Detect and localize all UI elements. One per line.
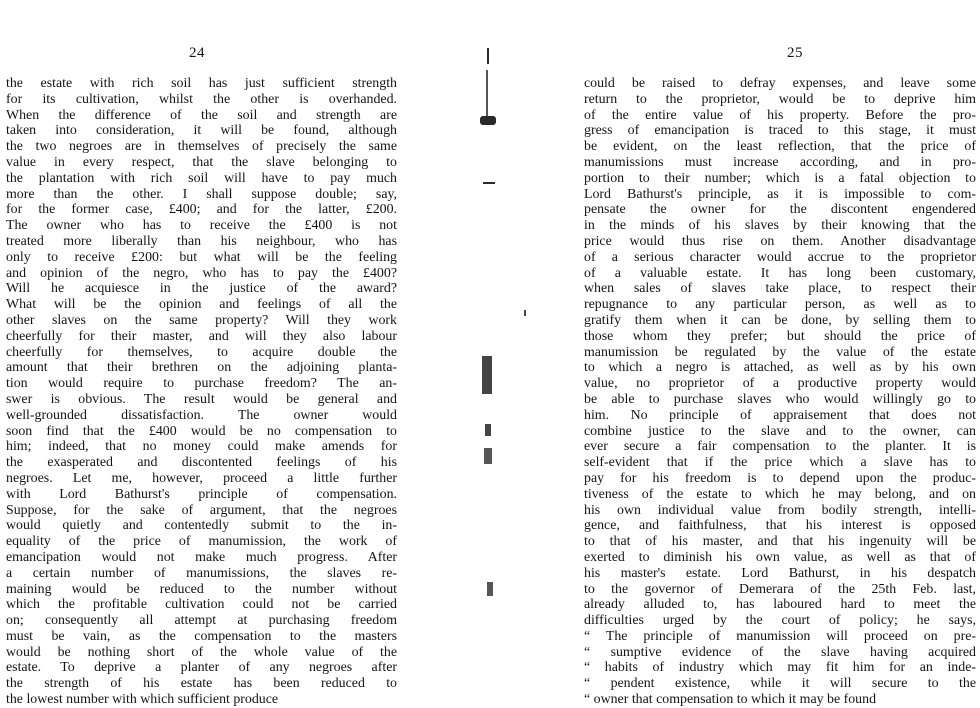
text-line: gence, and faithfulness, that his interest is opposed [584,518,976,534]
text-line: of a serious character would accrue to the proprietor [584,249,976,265]
text-line: ever secure a fair compensation to the planter. It is [584,439,976,455]
text-line: When the difference of the soil and strength are [6,107,397,123]
text-line: value, no proprietor of a productive property would [584,376,976,392]
text-line: “ sumptive evidence of the slave having acquired [584,644,976,660]
text-line: cheerfully for themselves, to acquire double the [6,344,397,360]
text-line: with Lord Bathurst's principle of compensation. [6,486,397,502]
text-line: only to receive £200: but what will be the feeling [6,249,397,265]
text-line: to which a negro is attached, as well as by his own [584,360,976,376]
text-line: tiveness of the estate to which he may belong, and on [584,486,976,502]
text-line: combine justice to the slave and to the owner, can [584,423,976,439]
text-line: manumission be regulated by the value of the estate [584,344,976,360]
text-line: repugnance to any particular person, as well as to [584,297,976,313]
text-line: Suppose, for the sake of argument, that the negroes [6,502,397,518]
text-line: more than the other. I shall suppose double; say, [6,186,397,202]
text-line: the plantation with rich soil will have to pay much [6,170,397,186]
text-line: on; consequently all attempt at purchasing freedom [6,613,397,629]
page-number: 24 [189,45,205,61]
text-line: “ The principle of manumission will proceed on pre- [584,628,976,644]
text-line: to that of his master, and that his ingenuity will be [584,534,976,550]
text-line: could be raised to defray expenses, and leave some [584,76,976,91]
left-page-text [6,76,397,708]
text-line: which the profitable cultivation could not be carried [6,597,397,613]
text-line: What will be the opinion and feelings of all the [6,297,397,313]
gutter-mark [487,48,489,64]
page-number: 25 [787,45,803,61]
text-line: be able to purchase slaves who would willingly go to [584,391,976,407]
text-line: treated more liberally than his neighbour, who has [6,233,397,249]
text-line: already alluded to, has laboured hard to meet the [584,597,976,613]
text-line: those whom they prefer; but should the price of [584,328,976,344]
text-line: be evident, on the least reflection, that the price of [584,139,976,155]
text-line: him. No principle of appraisement that does not [584,407,976,423]
text-line: the estate with rich soil has just sufficient strength [6,76,397,91]
text-line: negroes. Let me, however, proceed a little further [6,470,397,486]
right-page [490,0,980,708]
text-line: emancipation would not make much progress. After [6,549,397,565]
text-line: price would thus rise on them. Another disadvantage [584,233,976,249]
text-line: taken into consideration, it will be found, although [6,123,397,139]
text-line: gress of emancipation is traced to this stage, it must [584,123,976,139]
text-line: return to the proprietor, would be to deprive him [584,91,976,107]
text-line: of a valuable estate. It has long been customary, [584,265,976,281]
text-line: “ owner that compensation to which it may be found [584,692,877,708]
text-line: in the minds of his slaves by their knowing that the [584,218,976,234]
text-line: soon find that the £400 would be no compensation to [6,423,397,439]
text-line: pensate the owner for the discontent engendered [584,202,976,218]
text-line: swer is obvious. The result would be general and [6,391,397,407]
text-line: his own individual value from bodily strength, intelli- [584,502,976,518]
text-line: portion to their number; which is a fatal objection to [584,170,976,186]
text-line: the strength of his estate has been reduced to [6,676,397,692]
text-line: difficulties urged by the court of policy; he says, [584,613,976,629]
text-line: the exasperated and discontented feelings of his [6,455,397,471]
text-line: other slaves on the same property? Will they work [6,312,397,328]
text-line: and opinion of the negro, who has to pay the £400? [6,265,397,281]
text-line: “ habits of industry which may fit him for an inde- [584,660,976,676]
text-line: would be nothing short of the whole value of the [6,644,397,660]
text-line: amount that their brethren on the adjoining planta- [6,360,397,376]
text-line: for the former case, £400; and for the latter, £200. [6,202,397,218]
text-line: The owner who has to receive the £400 is not [6,218,397,234]
text-line: estate. To deprive a planter of any negroes after [6,660,397,676]
text-line: pay for his freedom is to depend upon the produc- [584,470,976,486]
text-line: the two negroes are in themselves of precisely the same [6,139,397,155]
text-line: for its cultivation, whilst the other is overhanded. [6,91,397,107]
text-line: to the governor of Demerara of the 25th Feb. last, [584,581,976,597]
text-line: self-evident that if the price which a slave has to [584,455,976,471]
text-line: must be vain, as the compensation to the masters [6,628,397,644]
right-page-text [584,76,976,708]
text-line: value in every respect, that the slave belonging to [6,154,397,170]
gutter-mark [486,70,488,118]
text-line: when sales of slaves take place, to respect their [584,281,976,297]
text-line: “ pendent existence, while it will secure to the [584,676,976,692]
text-line: exerted to diminish his own value, as well as that of [584,549,976,565]
text-line: a certain number of manumissions, the slaves re- [6,565,397,581]
text-line: him; indeed, that no money could make amends for [6,439,397,455]
text-line: Will he acquiesce in the justice of the award? [6,281,397,297]
text-line: well-grounded dissatisfaction. The owner would [6,407,397,423]
text-line: Lord Bathurst's principle, as it is impossible to com- [584,186,976,202]
text-line: cheerfully for their master, and will they also labour [6,328,397,344]
text-line: gratify them when it can be done, by selling them to [584,312,976,328]
text-line: the lowest number with which sufficient produce [6,692,279,708]
text-line: manumissions must increase according, and in pro- [584,154,976,170]
text-line: equality of the price of manumission, the work of [6,534,397,550]
text-line: maining would be reduced to the number without [6,581,397,597]
text-line: tion would require to purchase freedom? The an- [6,376,397,392]
text-line: of the entire value of his property. Before the pro- [584,107,976,123]
text-line: his master's estate. Lord Bathurst, in his despatch [584,565,976,581]
text-line: would quietly and contentedly submit to the in- [6,518,397,534]
